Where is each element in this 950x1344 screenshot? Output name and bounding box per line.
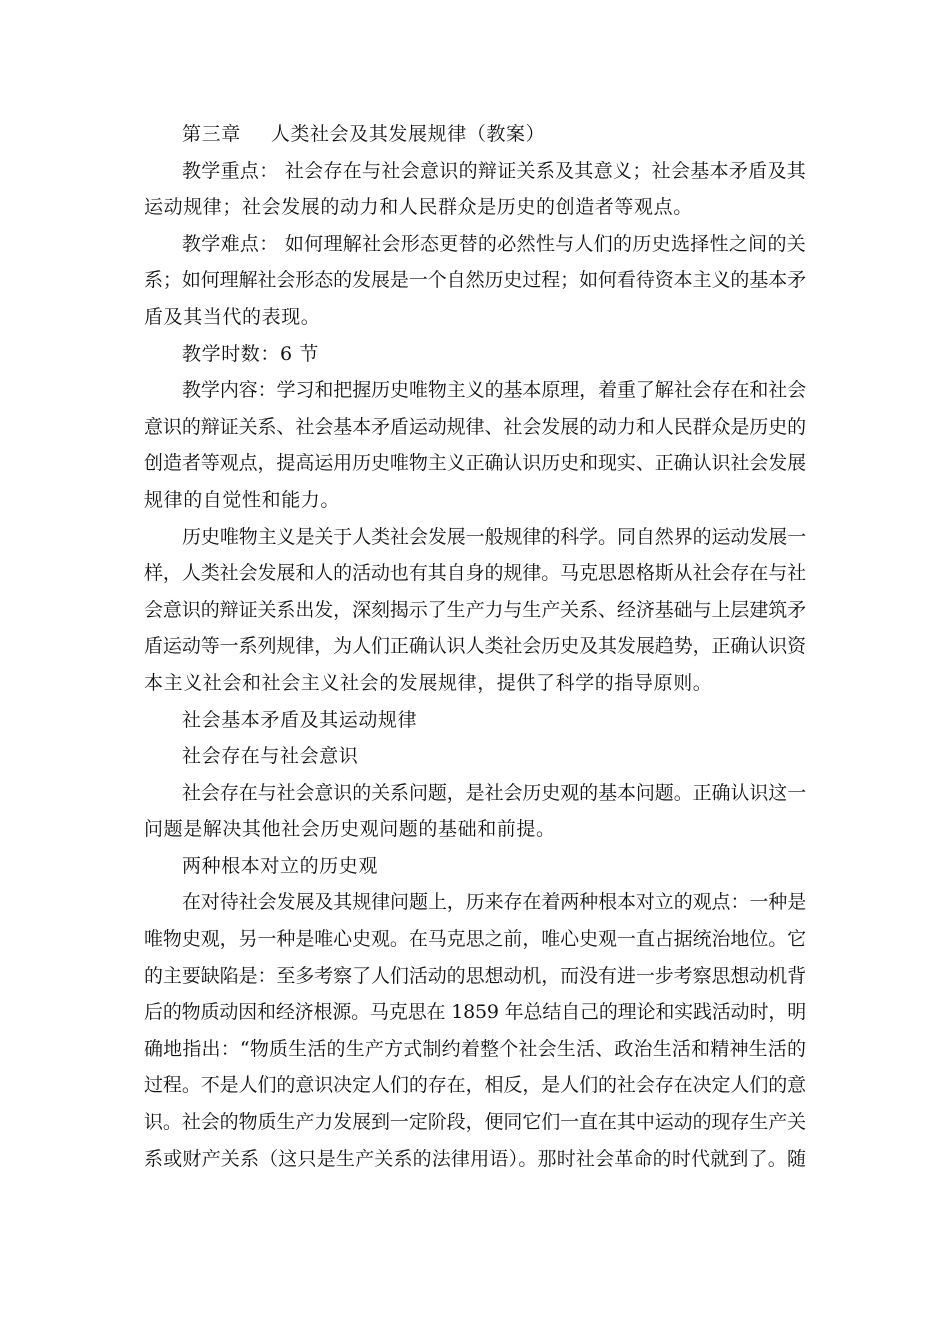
text-line: 意识的辩证关系、社会基本矛盾运动规律、社会发展的动力和人民群众是历史的: [144, 415, 806, 438]
text-line: 在对待社会发展及其规律问题上，历来存在着两种根本对立的观点：一种是: [182, 891, 806, 914]
document-page: [144, 116, 806, 1177]
text-line: 盾及其当代的表现。: [144, 305, 321, 328]
text-line: 确地指出：“物质生活的生产方式制约着整个社会生活、政治生活和精神生活的: [144, 1037, 806, 1060]
paragraph-section-heading-existence-consciousness: [144, 738, 806, 775]
text-line: 本主义社会和社会主义社会的发展规律，提供了科学的指导原则。: [144, 671, 713, 694]
text-line: 创造者等观点，提高运用历史唯物主义正确认识历史和现实、正确认识社会发展: [144, 452, 806, 475]
paragraph-section-heading-basic-contradiction: [144, 702, 806, 739]
text-line: 唯物史观，另一种是唯心史观。在马克思之前，唯心史观一直占据统治地位。它: [144, 928, 806, 951]
text-line: 样，人类社会发展和人的活动也有其自身的规律。马克思恩格斯从社会存在与社: [144, 562, 806, 585]
text-line: 社会基本矛盾及其运动规律: [182, 708, 418, 731]
paragraph-section-heading-two-views: [144, 848, 806, 885]
paragraph-basic-question-paragraph: [144, 775, 806, 848]
text-line: 社会存在与社会意识的关系问题，是社会历史观的基本问题。正确认识这一: [182, 781, 806, 804]
text-line: 两种根本对立的历史观: [182, 854, 379, 877]
text-line: 问题是解决其他社会历史观问题的基础和前提。: [144, 818, 556, 841]
text-line: 后的物质动因和经济根源。马克思在 1859 年总结自己的理论和实践活动时，明: [144, 1001, 806, 1024]
text-line: 历史唯物主义是关于人类社会发展一般规律的科学。同自然界的运动发展一: [182, 525, 806, 548]
chapter-title-text: 人类社会及其发展规律（教案）: [270, 123, 546, 145]
text-line: 社会存在与社会意识: [182, 745, 359, 768]
text-line: 会意识的辩证关系出发，深刻揭示了生产力与生产关系、经济基础与上层建筑矛: [144, 598, 806, 621]
text-line: 盾运动等一系列规律，为人们正确认识人类社会历史及其发展趋势，正确认识资: [144, 635, 806, 658]
chapter-title: [144, 116, 806, 153]
paragraph-difficult-points: [144, 226, 806, 336]
paragraph-teaching-hours: [144, 336, 806, 373]
document-body: [144, 153, 806, 1178]
text-line: 教学内容：学习和把握历史唯物主义的基本原理，着重了解社会存在和社会: [182, 379, 806, 402]
text-line: 识。社会的物质生产力发展到一定阶段，便同它们一直在其中运动的现存生产关: [144, 1111, 806, 1134]
text-line: 教学难点： 如何理解社会形态更替的必然性与人们的历史选择性之间的关: [182, 232, 806, 255]
text-line: 教学重点： 社会存在与社会意识的辩证关系及其意义；社会基本矛盾及其: [182, 159, 806, 182]
paragraph-two-views-paragraph: [144, 884, 806, 1177]
chapter-number: 第三章: [182, 123, 241, 145]
paragraph-teaching-content: [144, 372, 806, 518]
text-line: 过程。不是人们的意识决定人们的存在，相反，是人们的社会存在决定人们的意: [144, 1074, 806, 1097]
text-line: 的主要缺陷是：至多考察了人们活动的思想动机，而没有进一步考察思想动机背: [144, 964, 806, 987]
text-line: 规律的自觉性和能力。: [144, 488, 341, 511]
paragraph-intro-paragraph: [144, 519, 806, 702]
paragraph-key-points: [144, 153, 806, 226]
text-line: 运动规律；社会发展的动力和人民群众是历史的创造者等观点。: [144, 196, 693, 219]
text-line: 系；如何理解社会形态的发展是一个自然历史过程；如何看待资本主义的基本矛: [144, 269, 806, 292]
text-line: 系或财产关系（这只是生产关系的法律用语）。那时社会革命的时代就到了。随: [144, 1147, 806, 1170]
text-line: 教学时数：6 节: [182, 342, 319, 365]
